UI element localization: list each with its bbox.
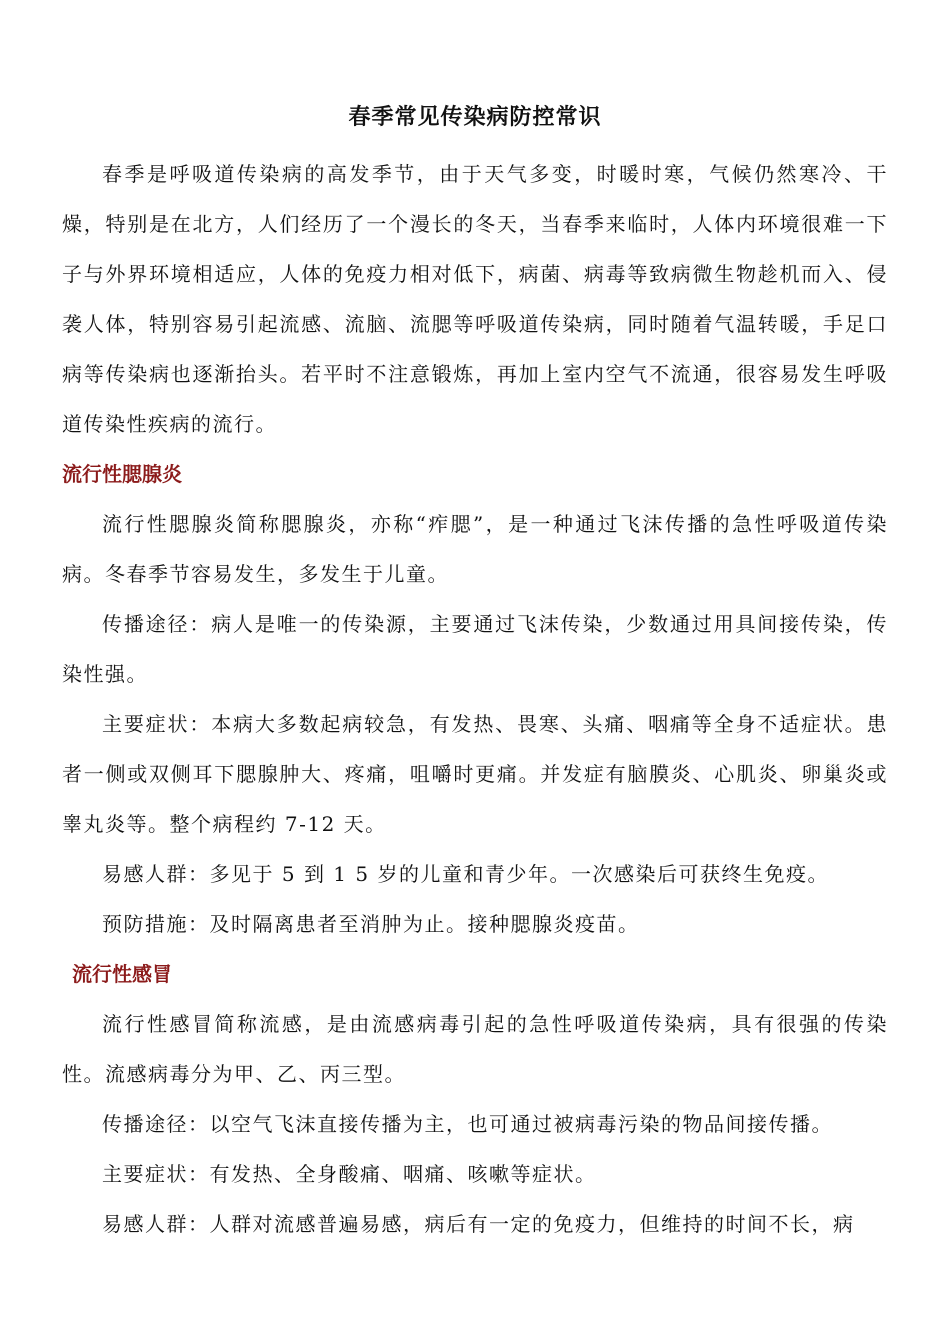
influenza-symptoms: 主要症状：有发热、全身酸痛、咽痛、咳嗽等症状。 xyxy=(102,1162,597,1186)
mumps-prevention: 预防措施：及时隔离患者至消肿为止。接种腮腺炎疫苗。 xyxy=(102,912,640,936)
mumps-susceptible: 易感人群：多见于 5 到 1 5 岁的儿童和青少年。一次感染后可获终生免疫。 xyxy=(102,862,829,886)
section-heading-mumps: 流行性腮腺炎 xyxy=(62,462,182,486)
mumps-description: 流行性腮腺炎简称腮腺炎，亦称“痄腮”，是一种通过飞沫传播的急性呼吸道传染病。冬春季节容易发生，多发生于儿童。 xyxy=(62,512,888,586)
section-mumps xyxy=(62,449,888,949)
influenza-description: 流行性感冒简称流感，是由流感病毒引起的急性呼吸道传染病，具有很强的传染性。流感病毒分为甲、乙、丙三型。 xyxy=(62,1012,888,1086)
intro-paragraph: 春季是呼吸道传染病的高发季节，由于天气多变，时暖时寒，气候仍然寒冷、干燥，特别是在北方，人们经历了一个漫长的冬天，当春季来临时，人体内环境很难一下子与外界环境相适应，人体的免疫力相对低下，病菌、病毒等致病微生物趁机而入、侵袭人体，特别容易引起流感、流脑、流腮等呼吸道传染病，同时随着气温转暖，手足口病等传染病也逐渐抬头。若平时不注意锻炼，再加上室内空气不流通，很容易发生呼吸道传染性疾病的流行。 xyxy=(62,162,888,436)
mumps-transmission: 传播途径：病人是唯一的传染源，主要通过飞沫传染，少数通过用具间接传染，传染性强。 xyxy=(62,612,888,686)
section-influenza xyxy=(62,949,888,1249)
mumps-symptoms: 主要症状：本病大多数起病较急，有发热、畏寒、头痛、咽痛等全身不适症状。患者一侧或双侧耳下腮腺肿大、疼痛，咀嚼时更痛。并发症有脑膜炎、心肌炎、卵巢炎或睾丸炎等。整个病程约 7-12 天。 xyxy=(62,712,888,836)
document-page xyxy=(62,100,888,1249)
section-heading-influenza: 流行性感冒 xyxy=(72,962,172,986)
document-title: 春季常见传染病防控常识 xyxy=(348,105,602,130)
influenza-susceptible: 易感人群：人群对流感普遍易感，病后有一定的免疫力，但维持的时间不长，病 xyxy=(102,1212,855,1236)
influenza-transmission: 传播途径：以空气飞沫直接传播为主，也可通过被病毒污染的物品间接传播。 xyxy=(102,1112,833,1136)
